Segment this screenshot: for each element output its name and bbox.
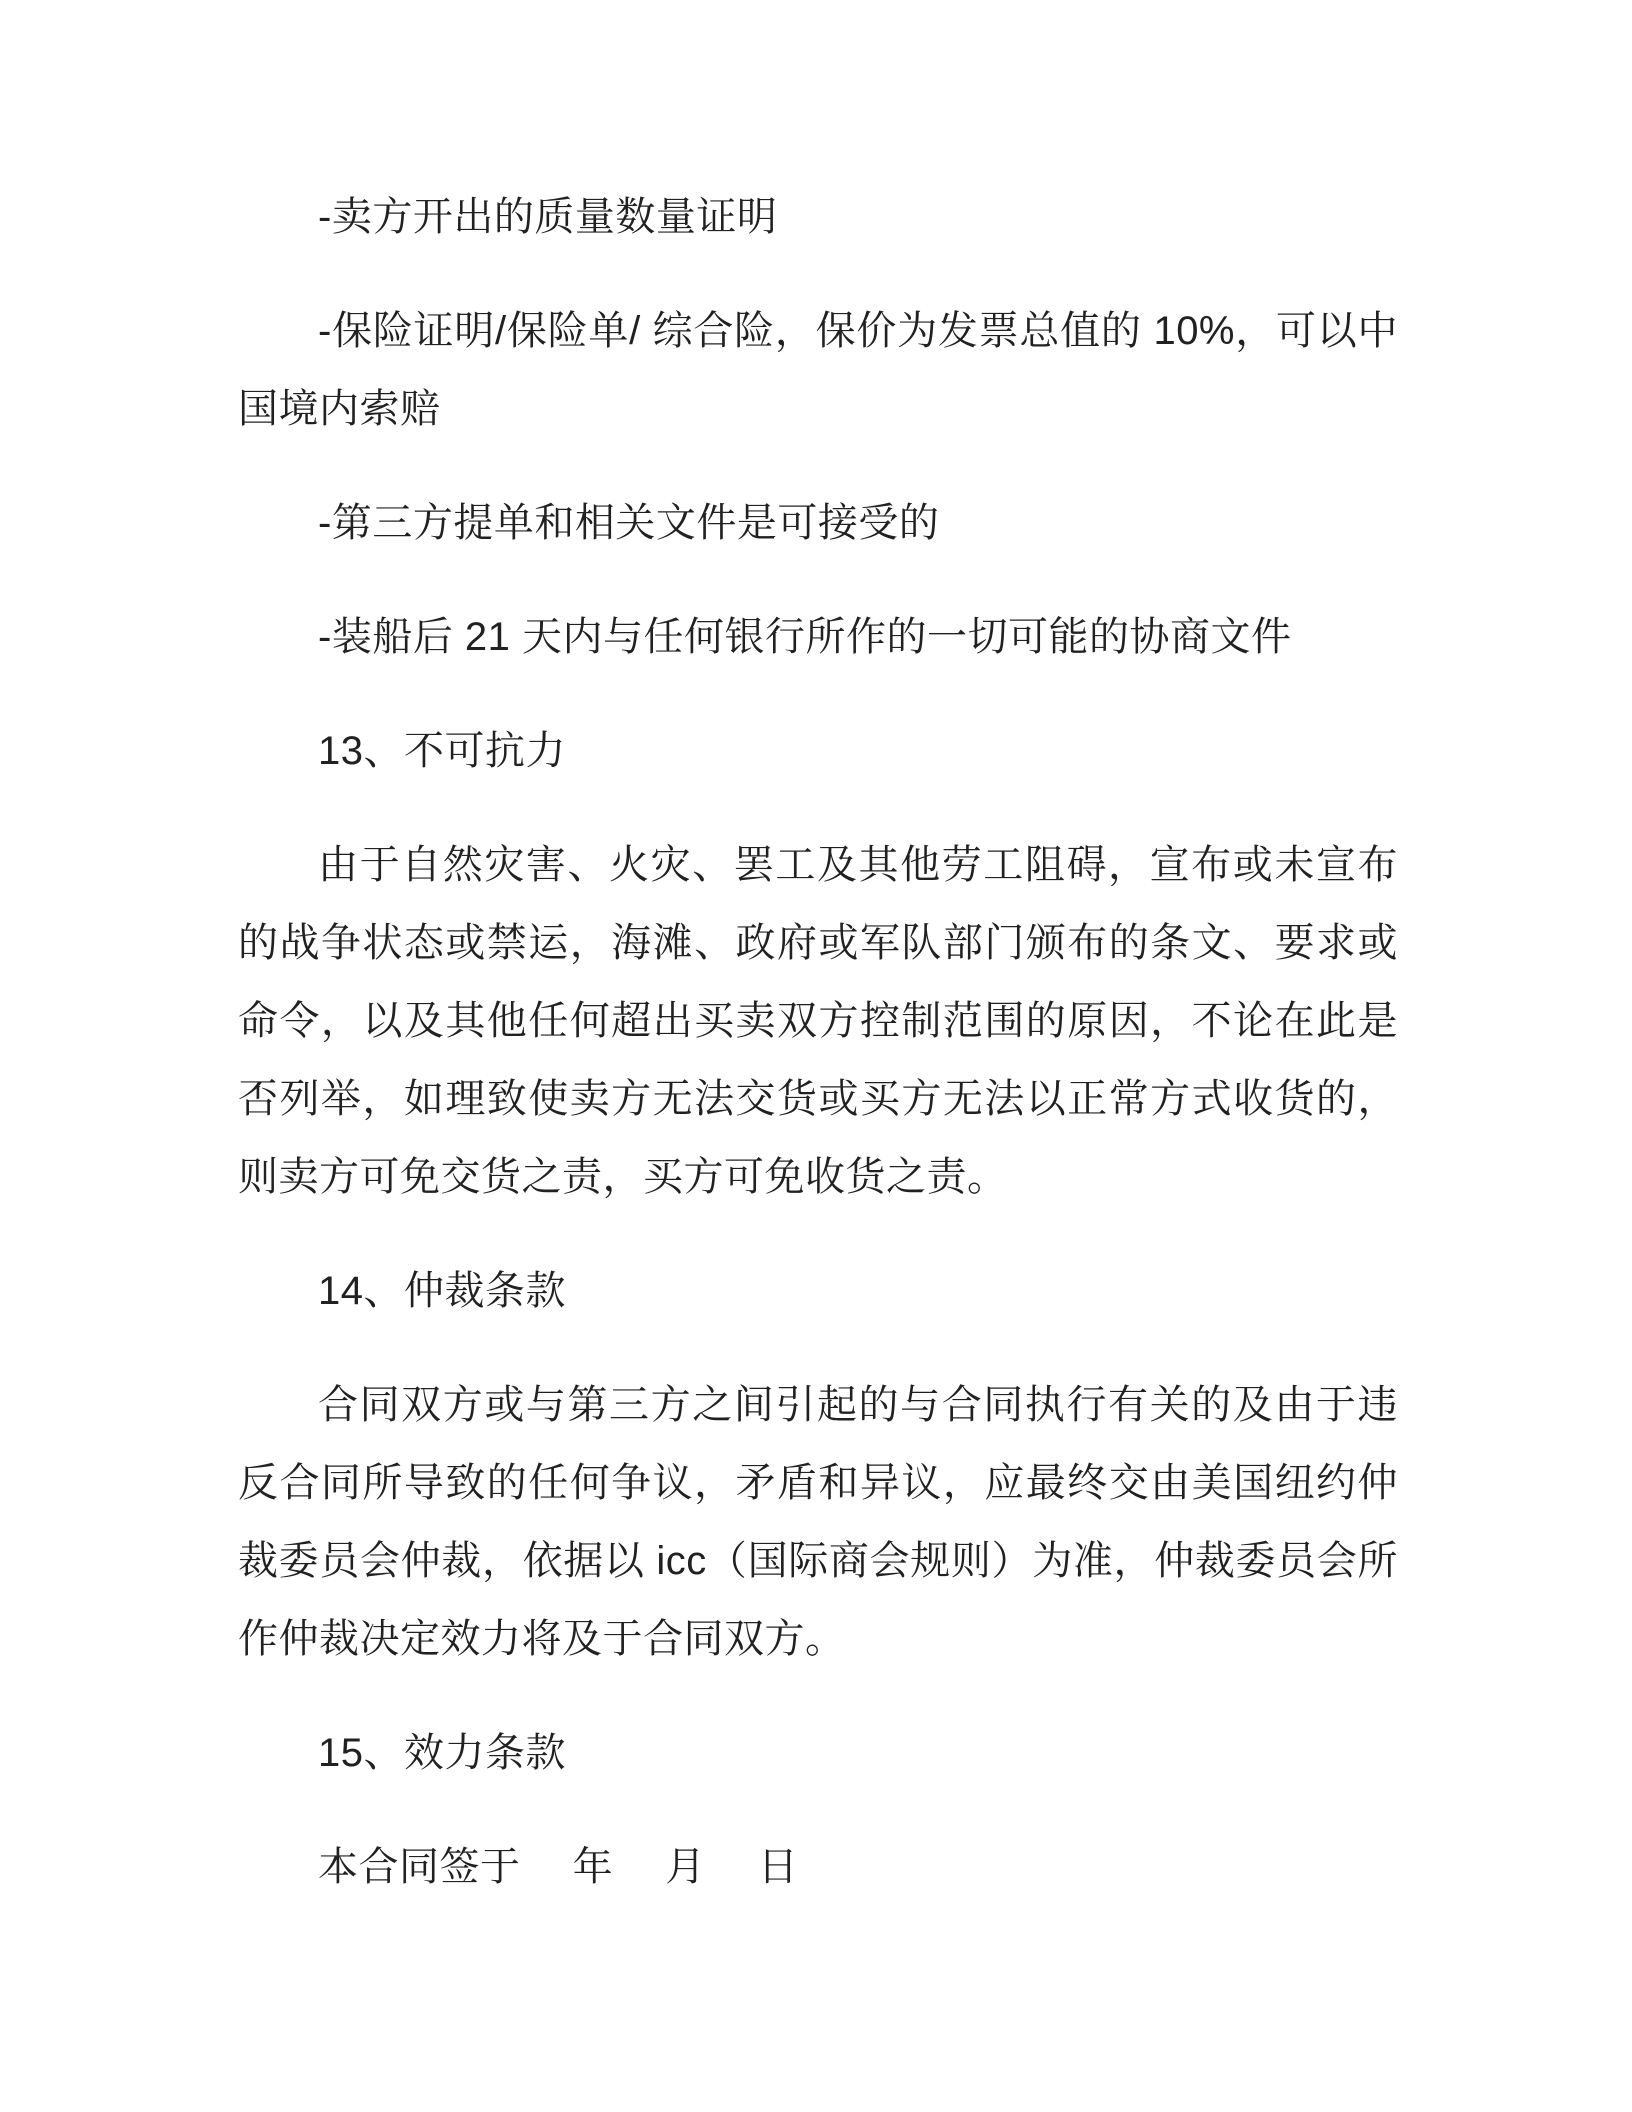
list-item-insurance: -保险证明/保险单/ 综合险，保价为发票总值的 10%，可以中国境内索赔 (238, 309, 1398, 431)
paragraph-force-majeure-body: 由于自然灾害、火灾、罢工及其他劳工阻碍，宣布或未宣布的战争状态或禁运，海滩、政府或军队部门颁布的条文、要求或命令，以及其他任何超出买卖双方控制范围的原因，不论在此是否列举，如理致使卖方无法交货或买方无法以正常方式收货的，则卖方可免交货之责，买方可免收货之责。 (238, 843, 1398, 1199)
section-heading-validity: 15、效力条款 (318, 1731, 566, 1775)
list-item-negotiation-documents: -装船后 21 天内与任何银行所作的一切可能的协商文件 (318, 615, 1292, 659)
list-item-third-party-bl: -第三方提单和相关文件是可接受的 (318, 501, 940, 545)
list-item-quality-certificate: -卖方开出的质量数量证明 (318, 195, 778, 239)
section-heading-arbitration: 14、仲裁条款 (318, 1269, 566, 1313)
signature-date-line: 本合同签于 年 月 日 (318, 1845, 799, 1889)
section-heading-force-majeure: 13、不可抗力 (318, 729, 566, 773)
paragraph-arbitration-body: 合同双方或与第三方之间引起的与合同执行有关的及由于违反合同所导致的任何争议，矛盾和异议，应最终交由美国纽约仲裁委员会仲裁，依据以 icc（国际商会规则）为准，仲裁委员会所作仲裁决定效力将及于合同双方。 (238, 1383, 1398, 1661)
